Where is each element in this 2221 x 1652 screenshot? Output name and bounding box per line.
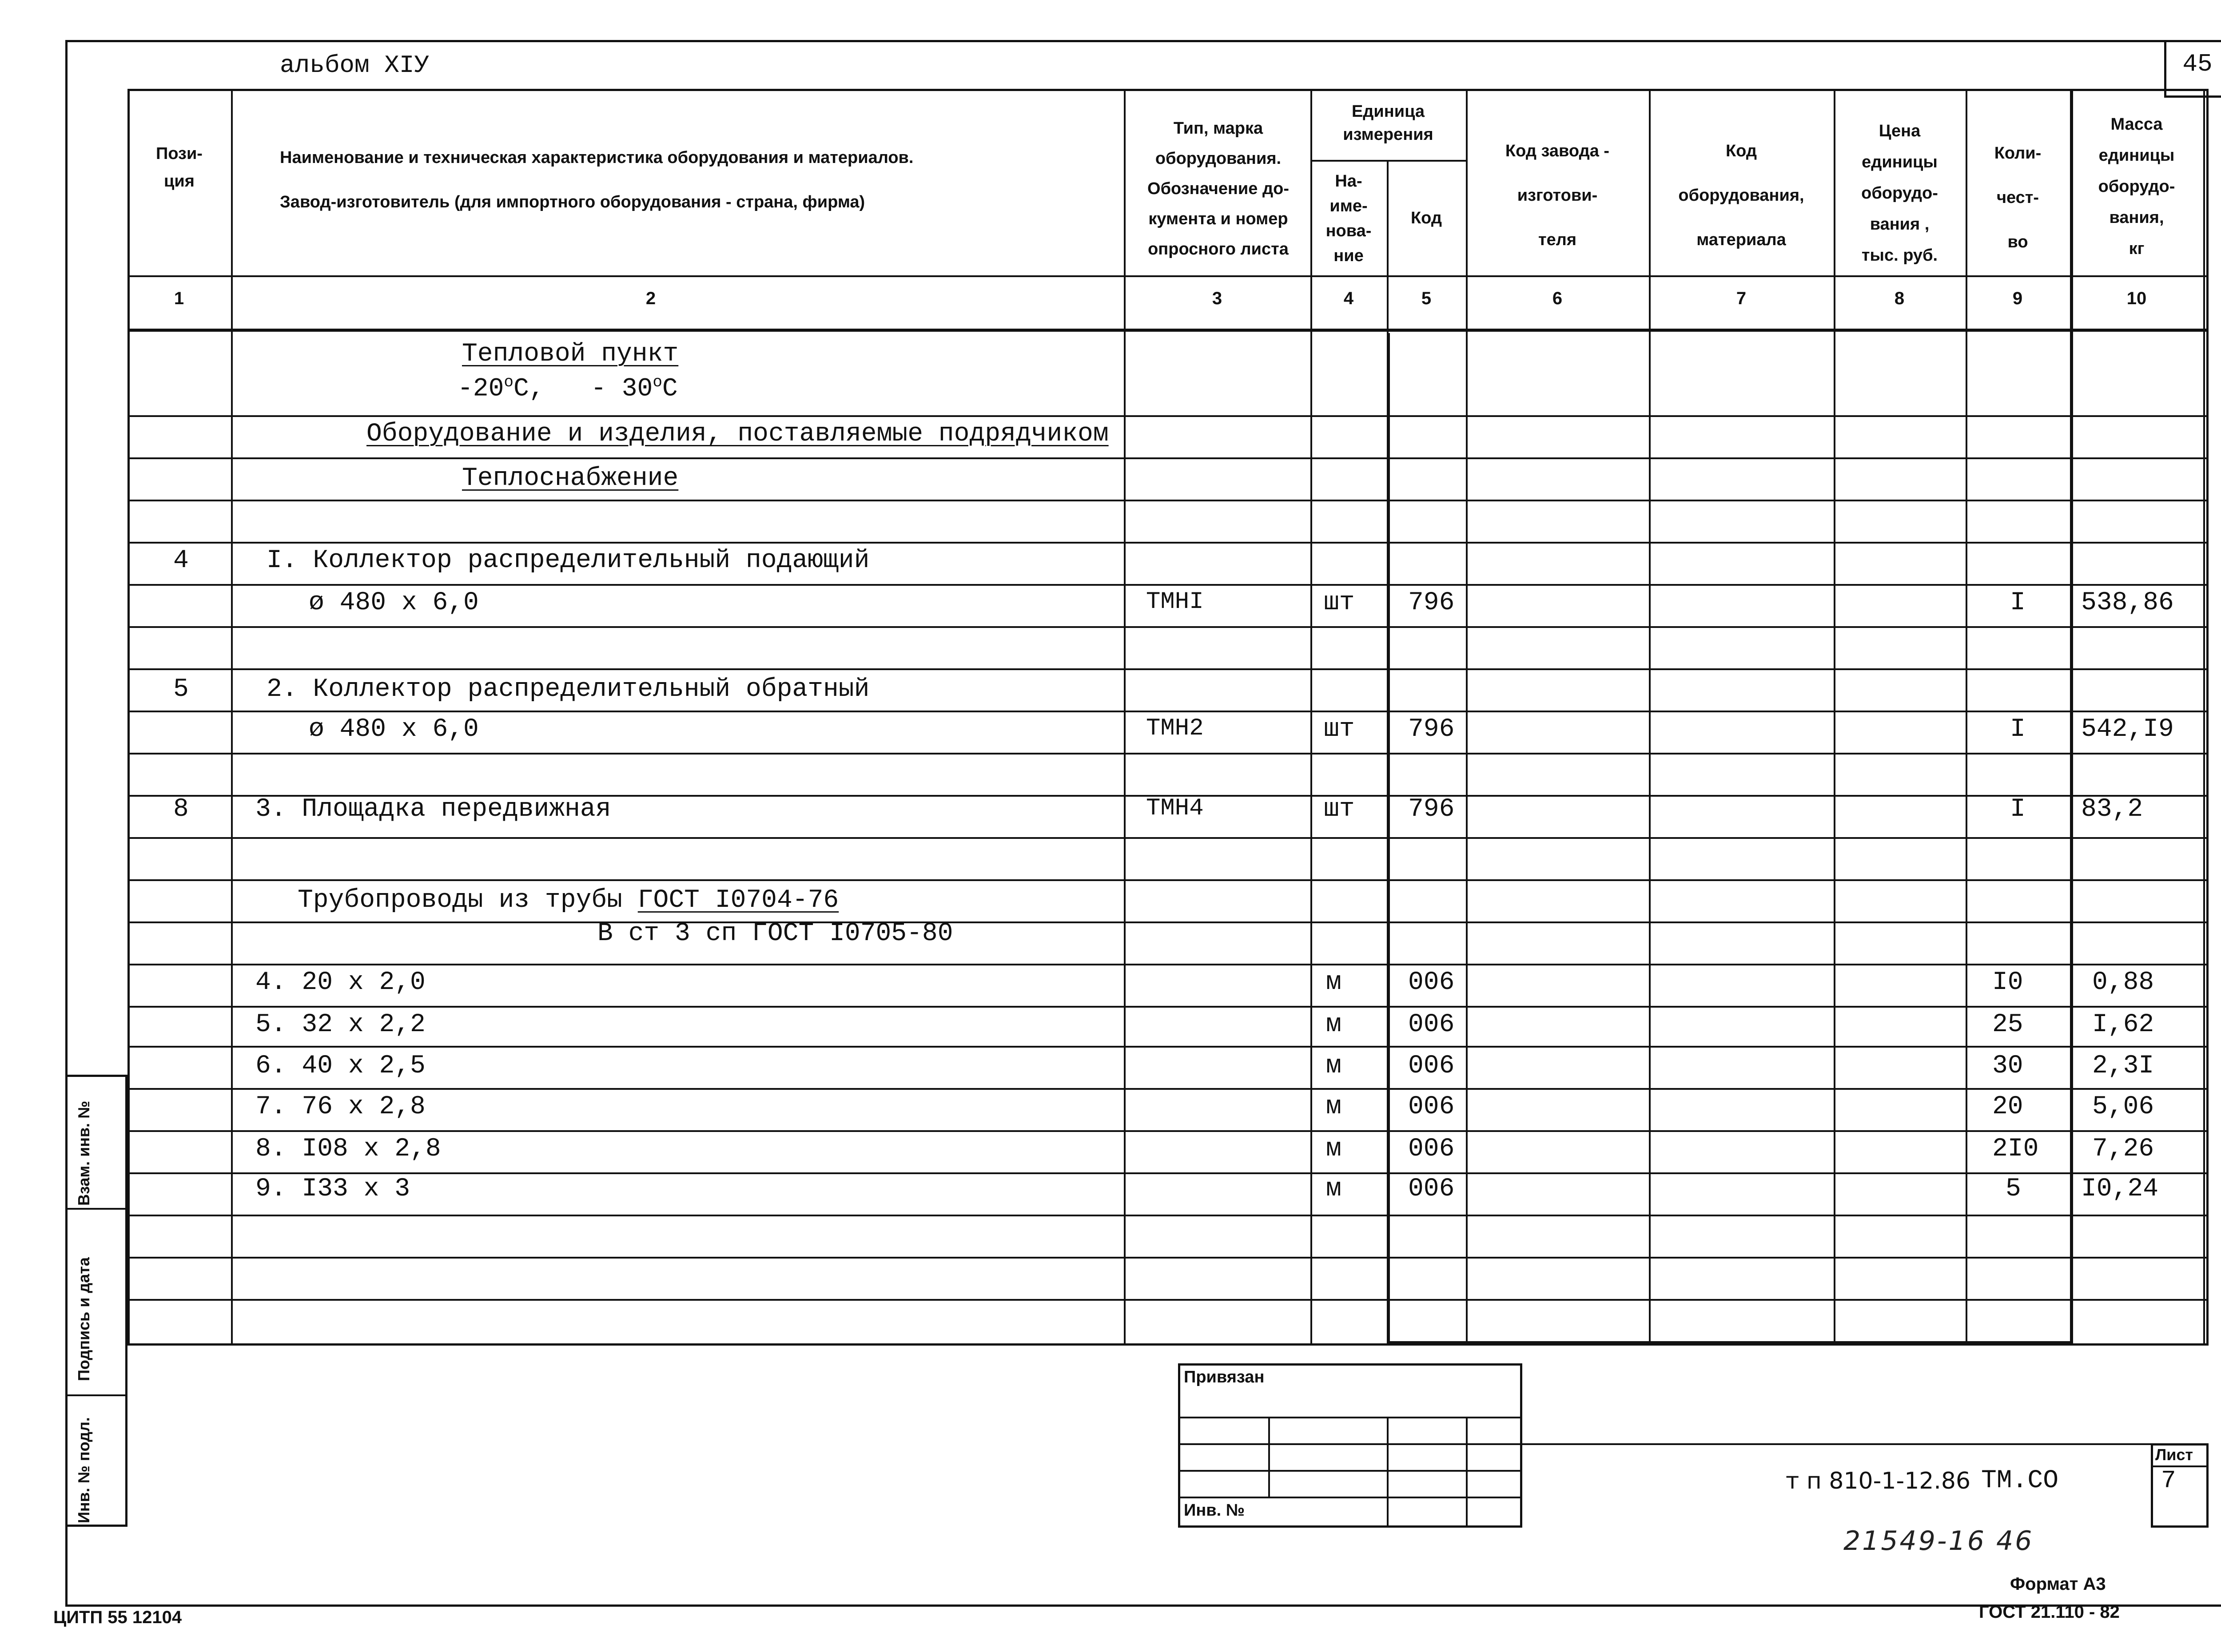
hdr-unit-group: Единица измерения	[1343, 102, 1433, 144]
row-qty: I	[2010, 795, 2026, 824]
pipe-unit: м	[1326, 1092, 1341, 1121]
colnum-1: 1	[174, 289, 184, 308]
hdr-col7: Код оборудования, материала	[1678, 142, 1804, 249]
col-line	[1966, 89, 1967, 1346]
side-label-podpis: Подпись и дата	[75, 1257, 93, 1381]
stamp-line	[1387, 1417, 1389, 1528]
row-line	[127, 921, 2209, 923]
row-line	[127, 1006, 2209, 1008]
col-line	[1387, 160, 1389, 346]
row-code: 796	[1408, 715, 1455, 744]
stamp-line	[1466, 1417, 1468, 1528]
pipe-name: 9. I33 х 3	[255, 1175, 410, 1203]
doc-code: т п 810-1-12.86	[1786, 1468, 1971, 1494]
row-line	[127, 415, 2209, 417]
pipe-name: 7. 76 х 2,8	[255, 1092, 426, 1121]
page-number: 45	[2182, 50, 2213, 78]
side-label-vzam: Взам. инв. №	[75, 1100, 93, 1206]
row-name: 2. Коллектор распределительный обратный	[267, 675, 870, 704]
pipe-mass: I,62	[2092, 1010, 2154, 1039]
pipe-code: 006	[1408, 1175, 1455, 1203]
hdr-col9: Коли- чест- во	[1994, 144, 2042, 251]
row-type: ТМН2	[1146, 715, 1204, 742]
pipe-name: 8. I08 х 2,8	[255, 1135, 441, 1164]
row-name: ø 480 х 6,0	[309, 715, 479, 744]
pipe-code: 006	[1408, 1135, 1455, 1164]
hdr-col4: На- име- нова- ние	[1325, 172, 1372, 265]
privyazan-label: Привязан	[1184, 1368, 1265, 1386]
stamp-line	[1268, 1417, 1270, 1497]
row-line	[127, 1046, 2209, 1048]
row-unit: шт	[1324, 795, 1355, 824]
row-qty: I	[2010, 588, 2026, 617]
colnum-3: 3	[1212, 289, 1222, 308]
col-line	[1834, 89, 1835, 1346]
pipe-unit: м	[1326, 1175, 1341, 1203]
pipe-mass: 7,26	[2092, 1135, 2154, 1164]
row-line	[127, 584, 2209, 586]
row-mass: 83,2	[2081, 795, 2143, 824]
colnum-4: 4	[1343, 289, 1354, 308]
colnum-10: 10	[2126, 289, 2147, 308]
row-qty: I	[2010, 715, 2026, 744]
pipes-title: Трубопроводы из трубы ГОСТ I0704-76	[298, 886, 839, 915]
pipe-code: 006	[1408, 1010, 1455, 1039]
row-pos: 8	[173, 795, 189, 824]
row-line	[127, 711, 2209, 712]
pipe-unit: м	[1326, 1010, 1341, 1039]
hdr-col1: Пози- ция	[156, 144, 203, 191]
pipe-mass: 5,06	[2092, 1092, 2154, 1121]
row-name: I. Коллектор распределительный подающий	[267, 546, 870, 575]
hdr-col10: Масса единицы оборудо- вания, кг	[2098, 115, 2175, 258]
strip-divider	[65, 1208, 127, 1210]
pipe-qty: 2I0	[1992, 1135, 2039, 1164]
pipe-mass: 2,3I	[2092, 1052, 2154, 1080]
gost-label: ГОСТ 21.110 - 82	[1979, 1602, 2120, 1622]
printer-label: ЦИТП 55 12104	[53, 1608, 182, 1627]
row-unit: шт	[1324, 588, 1355, 617]
temperature-line: $-20^оС$, - $30^оС$	[458, 373, 678, 404]
pipe-qty: I0	[1992, 968, 2023, 997]
row-pos: 4	[173, 546, 189, 575]
row-code: 796	[1408, 588, 1455, 617]
side-label-inv-podl: Инв. № подл.	[75, 1417, 93, 1523]
colnum-8: 8	[1894, 289, 1905, 308]
row-pos: 5	[173, 675, 189, 704]
pipe-code: 006	[1408, 968, 1455, 997]
pipe-unit: м	[1326, 968, 1341, 997]
stamp-line	[1178, 1443, 1522, 1445]
pipe-qty: 5	[2006, 1175, 2021, 1203]
row-line	[127, 542, 2209, 544]
row-type: ТМНI	[1146, 588, 1204, 616]
hdr-col6: Код завода - изготови- теля	[1505, 142, 1610, 249]
row-line	[127, 837, 2209, 839]
row-name: 3. Площадка передвижная	[255, 795, 611, 824]
hdr-col8: Цена единицы оборудо- вания , тыс. руб.	[1861, 122, 1938, 265]
row-line	[127, 1172, 2209, 1174]
pipe-name: 6. 40 х 2,5	[255, 1052, 426, 1080]
row-line	[127, 1215, 2209, 1216]
row-line	[127, 753, 2209, 755]
sheet-number: 7	[2161, 1466, 2176, 1495]
hdr-col5: Код	[1410, 209, 1442, 227]
col-line	[231, 89, 233, 1346]
strip-divider	[65, 1394, 127, 1396]
row-line	[127, 500, 2209, 501]
col-line	[1466, 89, 1468, 1346]
row-unit: шт	[1324, 715, 1355, 744]
row-line	[127, 626, 2209, 628]
title-block-line	[1522, 1443, 2209, 1445]
pipe-unit: м	[1326, 1135, 1341, 1164]
pipe-qty: 25	[1992, 1010, 2023, 1039]
pipe-code: 006	[1408, 1052, 1455, 1080]
col-line	[1649, 89, 1651, 1346]
pipe-unit: м	[1326, 1052, 1341, 1080]
row-name: ø 480 х 6,0	[309, 588, 479, 617]
row-line	[127, 1299, 2209, 1301]
album-label: альбом XIУ	[280, 51, 430, 79]
colnum-9: 9	[2012, 289, 2023, 308]
header-bottom-line	[127, 275, 2209, 277]
pipe-qty: 30	[1992, 1052, 2023, 1080]
section-subtitle: Оборудование и изделия, поставляемые подрядчиком	[366, 420, 1109, 449]
format-label: Формат А3	[2010, 1574, 2106, 1594]
sheet-box-line	[2151, 1465, 2209, 1467]
row-line	[127, 457, 2209, 459]
col-line	[1310, 89, 1312, 1346]
hdr-col3: Тип, марка оборудования. Обозначение до- кумента и номер опросного листа	[1147, 119, 1289, 258]
hdr-col2: Наименование и техническая характеристика оборудования и материалов. Завод-изготовитель (для импортного оборудования - страна, фирма)	[280, 148, 914, 211]
row-line	[127, 1130, 2209, 1132]
col-line	[2070, 89, 2073, 1346]
inv-no-label: Инв. №	[1184, 1501, 1245, 1520]
colnum-5: 5	[1421, 289, 1432, 308]
row-line	[127, 1257, 2209, 1259]
row-line	[127, 879, 2209, 881]
pipe-mass: 0,88	[2092, 968, 2154, 997]
pipe-name: 4. 20 х 2,0	[255, 968, 426, 997]
sheet-label: Лист	[2155, 1446, 2193, 1464]
table-bottom-line	[1387, 1341, 2073, 1344]
colnum-bottom-line	[127, 329, 2209, 332]
handwritten-number: 21549-16 46	[1843, 1525, 2034, 1557]
stamp-line	[1178, 1497, 1522, 1498]
row-mass: 542,I9	[2081, 715, 2174, 744]
colnum-6: 6	[1552, 289, 1563, 308]
colnum-2: 2	[645, 289, 656, 308]
stamp-line	[1178, 1470, 1522, 1472]
col-line	[2203, 89, 2205, 1346]
doc-mark: ТМ.СО	[1981, 1466, 2059, 1495]
subsection-title: Теплоснабжение	[462, 464, 679, 493]
row-type: ТМН4	[1146, 795, 1204, 822]
col-line	[1387, 333, 1390, 1346]
row-code: 796	[1408, 795, 1455, 824]
pipe-qty: 20	[1992, 1092, 2023, 1121]
pipe-code: 006	[1408, 1092, 1455, 1121]
pipe-mass: I0,24	[2081, 1175, 2159, 1203]
col-line	[1124, 89, 1126, 1346]
pipe-name: 5. 32 х 2,2	[255, 1010, 426, 1039]
row-line	[127, 964, 2209, 965]
colnum-7: 7	[1736, 289, 1747, 308]
row-line	[127, 1088, 2209, 1090]
section-title: Тепловой пункт	[462, 340, 679, 369]
pipes-steel: В ст 3 сп ГОСТ I0705-80	[597, 919, 953, 948]
row-line	[127, 668, 2209, 670]
stamp-line	[1178, 1417, 1522, 1418]
row-mass: 538,86	[2081, 588, 2174, 617]
